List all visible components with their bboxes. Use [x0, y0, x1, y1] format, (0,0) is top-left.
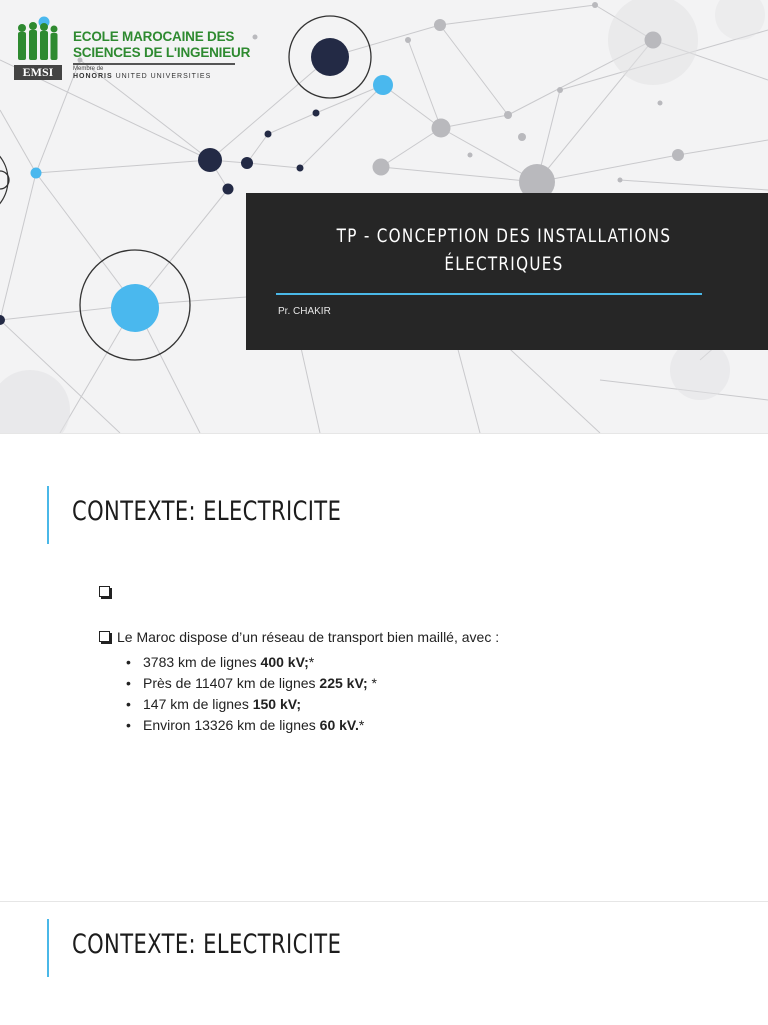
context-slide-2 [0, 901, 768, 1025]
people-logo-icon [14, 22, 60, 66]
checkbox-bullet [99, 631, 110, 642]
logo-school-name-line2: SCIENCES DE L'INGENIEUR [73, 45, 251, 60]
logo-school-name-line1: ECOLE MAROCAINE DES [73, 29, 235, 44]
heading-accent-bar [47, 919, 49, 977]
school-logo [14, 18, 251, 82]
intro-text: Le Maroc dispose d’un réseau de transport bien maillé, avec : [117, 629, 500, 645]
context-slide [0, 433, 768, 902]
title-box [246, 193, 768, 350]
list-item: • 3783 km de lignes 400 kV;* [126, 652, 377, 673]
slide-heading: CONTEXTE: ELECTRICITE [72, 496, 342, 527]
logo-divider [73, 63, 235, 65]
list-item: • Près de 11407 km de lignes 225 kV; * [126, 673, 377, 694]
logo-membre-text: Membre de [73, 66, 104, 72]
title-slide [0, 0, 768, 433]
logo-honoris-text [73, 73, 211, 80]
empty-checkbox-bullet [99, 586, 110, 597]
voltage-lines-list [126, 652, 377, 736]
slide-heading: CONTEXTE: ELECTRICITE [72, 929, 342, 960]
title-underline [276, 293, 702, 295]
slide-subtitle: Pr. CHAKIR [278, 306, 331, 317]
emsi-badge: EMSI [14, 65, 62, 80]
heading-accent-bar [47, 486, 49, 544]
list-item: • Environ 13326 km de lignes 60 kV.* [126, 715, 377, 736]
logo-honoris-rest: UNITED UNIVERSITIES [115, 73, 212, 80]
list-item: • 147 km de lignes 150 kV; [126, 694, 377, 715]
slide-title: TP - CONCEPTION DES INSTALLATIONS ÉLECTRIQUES [336, 226, 672, 275]
logo-honoris-bold: HONORIS [73, 73, 113, 80]
